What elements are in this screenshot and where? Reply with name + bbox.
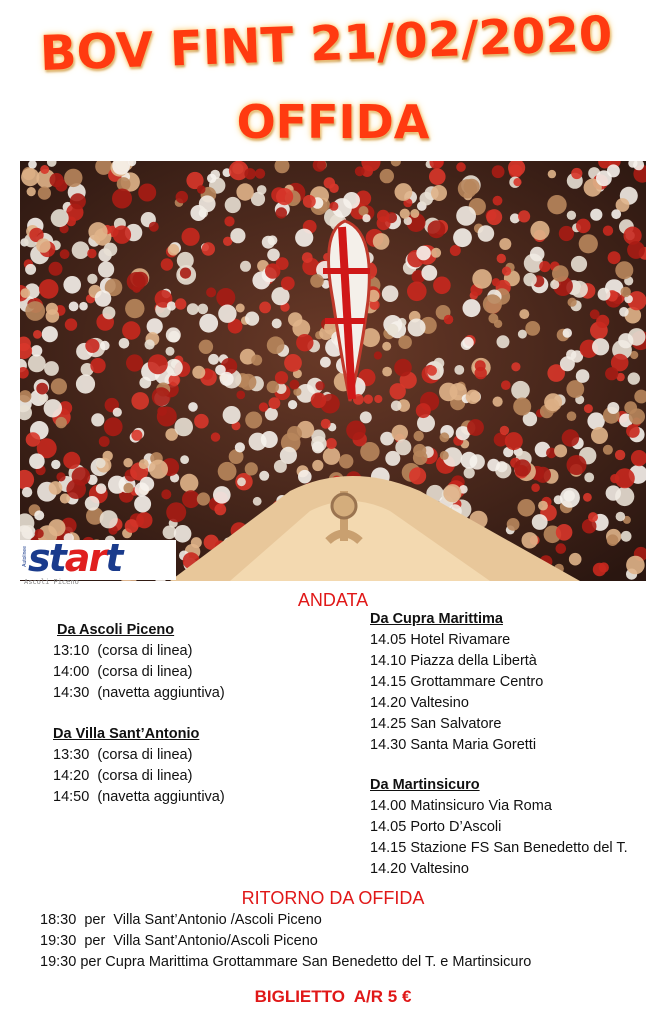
schedule-row: 14.25 San Salvatore	[370, 716, 502, 732]
section-heading: Da Martinsicuro	[370, 777, 480, 793]
return-row: 19:30 per Villa Sant’Antonio/Ascoli Piceno	[40, 933, 318, 949]
schedule-row: 14.05 Porto D’Ascoli	[370, 819, 502, 835]
start-logo	[20, 536, 176, 586]
title-line-2	[0, 92, 666, 152]
schedule-row: 13:30 (corsa di linea)	[53, 747, 193, 763]
schedule-row: 14:30 (navetta aggiuntiva)	[53, 685, 225, 701]
schedule-row: 14.15 Stazione FS San Benedetto del T.	[370, 840, 628, 856]
right-column	[370, 609, 543, 756]
crowd-photo	[20, 161, 646, 581]
return-row: 19:30 per Cupra Marittima Grottammare San Benedetto del T. e Martinsicuro	[40, 954, 532, 970]
ritorno-list	[40, 910, 531, 973]
schedule-row: 13:10 (corsa di linea)	[53, 643, 193, 659]
schedule-row: 14:50 (navetta aggiuntiva)	[53, 789, 225, 805]
schedule-row: 14.00 Matinsicuro Via Roma	[370, 798, 552, 814]
left-column-2	[53, 724, 225, 808]
return-row: 18:30 per Villa Sant’Antonio /Ascoli Piceno	[40, 912, 322, 928]
logo-subtitle: Ascoli Piceno	[24, 578, 79, 586]
schedule-row: 14.15 Grottammare Centro	[370, 674, 544, 690]
section-heading: Da Ascoli Piceno	[57, 622, 175, 638]
schedule-row: 14.30 Santa Maria Goretti	[370, 737, 537, 753]
section-heading: Da Cupra Marittima	[370, 611, 503, 627]
title-line-1: BOV FINT 21/02/2020	[39, 6, 614, 82]
schedule-row: 14.05 Hotel Rivamare	[370, 632, 511, 648]
right-column-2	[370, 775, 628, 880]
crowd-image	[20, 161, 646, 581]
andata-heading: ANDATA	[297, 590, 369, 610]
schedule-row: 14.20 Valtesino	[370, 861, 469, 877]
logo-side-text: Autolinee	[22, 546, 28, 567]
schedule-row: 14.10 Piazza della Libertà	[370, 653, 537, 669]
schedule-row: 14.20 Valtesino	[370, 695, 469, 711]
left-column	[53, 620, 225, 704]
schedule-row: 14:00 (corsa di linea)	[53, 664, 193, 680]
title-offida: OFFIDA	[236, 95, 430, 149]
section-heading: Da Villa Sant’Antonio	[53, 726, 200, 742]
schedule-row: 14:20 (corsa di linea)	[53, 768, 193, 784]
ticket-price: BIGLIETTO A/R 5 €	[254, 987, 412, 1006]
logo-wordmark: start	[28, 536, 122, 580]
ritorno-heading: RITORNO DA OFFIDA	[241, 888, 425, 908]
